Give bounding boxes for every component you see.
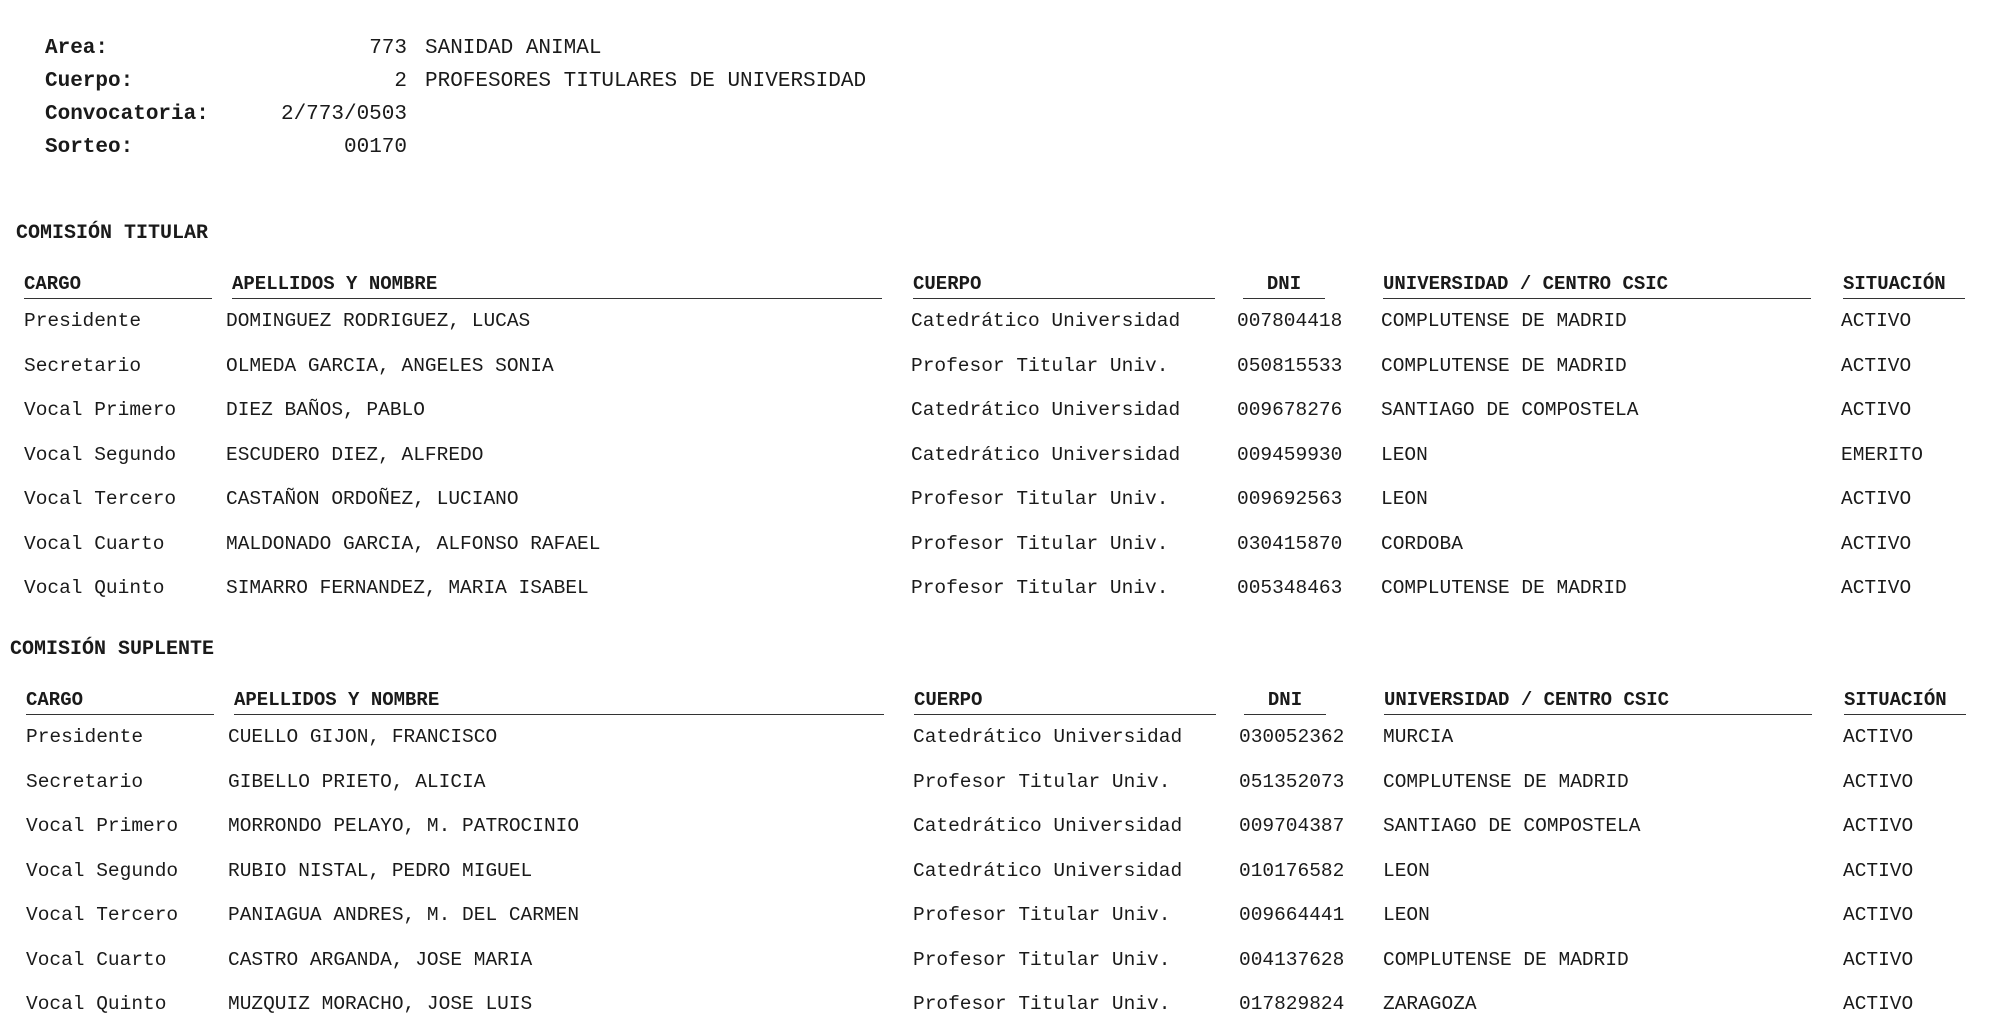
col-universidad: UNIVERSIDAD / CENTRO CSIC	[1383, 272, 1811, 299]
universidad-cell: COMPLUTENSE DE MADRID	[1381, 577, 1627, 599]
col-situacion: SITUACIÓN	[1844, 688, 1966, 715]
table-row	[0, 398, 2000, 442]
nombre-cell: PANIAGUA ANDRES, M. DEL CARMEN	[228, 904, 580, 926]
col-dni: DNI	[1244, 688, 1326, 715]
universidad-cell: COMPLUTENSE DE MADRID	[1383, 948, 1629, 971]
universidad-cell: LEON	[1381, 443, 1428, 466]
area-name: SANIDAD ANIMAL	[425, 37, 602, 60]
universidad-cell: COMPLUTENSE DE MADRID	[1381, 310, 1627, 332]
situacion-cell: ACTIVO	[1841, 310, 1912, 332]
sorteo-value: 00170	[343, 136, 407, 159]
cargo-cell: Vocal Primero	[24, 399, 177, 421]
universidad-cell: CORDOBA	[1381, 532, 1463, 555]
cargo-cell: Vocal Primero	[26, 815, 179, 837]
universidad-cell: MURCIA	[1383, 726, 1454, 748]
suplente-section-title: COMISIÓN SUPLENTE	[10, 638, 215, 661]
universidad-cell: ZARAGOZA	[1383, 993, 1477, 1015]
dni-cell: 017829824	[1239, 993, 1345, 1015]
cargo-cell: Vocal Segundo	[24, 443, 177, 466]
cuerpo-code: 2	[394, 70, 407, 93]
cuerpo-cell: Profesor Titular Univ.	[913, 993, 1171, 1015]
dni-cell: 009704387	[1239, 815, 1345, 837]
cargo-cell: Secretario	[24, 354, 142, 377]
table-row	[0, 770, 2000, 814]
cuerpo-cell: Profesor Titular Univ.	[913, 770, 1171, 793]
cargo-cell: Vocal Cuarto	[24, 532, 165, 555]
dni-cell: 007804418	[1237, 310, 1343, 332]
cargo-cell: Vocal Tercero	[24, 488, 177, 510]
cargo-cell: Vocal Quinto	[26, 993, 167, 1015]
nombre-cell: RUBIO NISTAL, PEDRO MIGUEL	[228, 859, 533, 882]
dni-cell: 005348463	[1237, 577, 1343, 599]
cuerpo-cell: Profesor Titular Univ.	[911, 532, 1169, 555]
cargo-cell: Secretario	[26, 770, 144, 793]
dni-cell: 010176582	[1239, 859, 1345, 882]
situacion-cell: ACTIVO	[1843, 993, 1914, 1015]
dni-cell: 009664441	[1239, 904, 1345, 926]
table-row	[0, 725, 2000, 769]
convocatoria-value: 2/773/0503	[280, 103, 407, 126]
col-cargo: CARGO	[26, 688, 214, 715]
table-row	[0, 443, 2000, 487]
situacion-cell: ACTIVO	[1843, 859, 1914, 882]
universidad-cell: COMPLUTENSE DE MADRID	[1383, 770, 1629, 793]
universidad-cell: LEON	[1383, 904, 1430, 926]
nombre-cell: OLMEDA GARCIA, ANGELES SONIA	[226, 354, 554, 377]
cargo-cell: Vocal Tercero	[26, 904, 179, 926]
table-row	[0, 903, 2000, 947]
universidad-cell: LEON	[1383, 859, 1430, 882]
universidad-cell: LEON	[1381, 488, 1428, 510]
cuerpo-cell: Catedrático Universidad	[913, 815, 1183, 837]
situacion-cell: ACTIVO	[1841, 354, 1912, 377]
cuerpo-cell: Profesor Titular Univ.	[911, 488, 1169, 510]
situacion-cell: ACTIVO	[1843, 815, 1914, 837]
table-row	[0, 576, 2000, 620]
table-row	[0, 948, 2000, 992]
cuerpo-cell: Catedrático Universidad	[911, 399, 1181, 421]
titular-section-title: COMISIÓN TITULAR	[16, 222, 209, 245]
dni-cell: 009678276	[1237, 399, 1343, 421]
table-row	[0, 487, 2000, 531]
dni-cell: 051352073	[1239, 770, 1345, 793]
nombre-cell: CUELLO GIJON, FRANCISCO	[228, 726, 498, 748]
cargo-cell: Presidente	[26, 726, 144, 748]
col-universidad: UNIVERSIDAD / CENTRO CSIC	[1384, 688, 1812, 715]
situacion-cell: ACTIVO	[1841, 399, 1912, 421]
nombre-cell: DOMINGUEZ RODRIGUEZ, LUCAS	[226, 310, 531, 332]
nombre-cell: GIBELLO PRIETO, ALICIA	[228, 770, 486, 793]
nombre-cell: DIEZ BAÑOS, PABLO	[226, 399, 425, 421]
col-cuerpo: CUERPO	[913, 272, 1215, 299]
table-row	[0, 354, 2000, 398]
table-row	[0, 532, 2000, 576]
area-label: Area:	[45, 37, 109, 60]
cargo-cell: Vocal Segundo	[26, 859, 179, 882]
nombre-cell: SIMARRO FERNANDEZ, MARIA ISABEL	[226, 577, 589, 599]
nombre-cell: CASTRO ARGANDA, JOSE MARIA	[228, 948, 533, 971]
sorteo-label: Sorteo:	[45, 136, 134, 159]
cuerpo-cell: Catedrático Universidad	[911, 310, 1181, 332]
situacion-cell: ACTIVO	[1841, 488, 1912, 510]
situacion-cell: ACTIVO	[1843, 948, 1914, 971]
col-cargo: CARGO	[24, 272, 212, 299]
col-cuerpo: CUERPO	[914, 688, 1216, 715]
universidad-cell: SANTIAGO DE COMPOSTELA	[1381, 399, 1639, 421]
universidad-cell: SANTIAGO DE COMPOSTELA	[1383, 815, 1641, 837]
table-row	[0, 859, 2000, 903]
cargo-cell: Vocal Quinto	[24, 577, 165, 599]
cuerpo-cell: Profesor Titular Univ.	[913, 904, 1171, 926]
cargo-cell: Vocal Cuarto	[26, 948, 167, 971]
table-row	[0, 814, 2000, 858]
dni-cell: 009692563	[1237, 488, 1343, 510]
col-apellidos: APELLIDOS Y NOMBRE	[232, 272, 882, 299]
situacion-cell: ACTIVO	[1843, 726, 1914, 748]
dni-cell: 030415870	[1237, 532, 1343, 555]
situacion-cell: EMERITO	[1841, 443, 1923, 466]
nombre-cell: MUZQUIZ MORACHO, JOSE LUIS	[228, 993, 533, 1015]
nombre-cell: CASTAÑON ORDOÑEZ, LUCIANO	[226, 488, 519, 510]
cuerpo-label: Cuerpo:	[45, 70, 134, 93]
dni-cell: 004137628	[1239, 948, 1345, 971]
table-row	[0, 309, 2000, 353]
cuerpo-cell: Profesor Titular Univ.	[911, 354, 1169, 377]
situacion-cell: ACTIVO	[1841, 577, 1912, 599]
situacion-cell: ACTIVO	[1843, 770, 1914, 793]
cuerpo-cell: Catedrático Universidad	[913, 726, 1183, 748]
cuerpo-cell: Catedrático Universidad	[913, 859, 1183, 882]
nombre-cell: ESCUDERO DIEZ, ALFREDO	[226, 443, 484, 466]
cuerpo-cell: Catedrático Universidad	[911, 443, 1181, 466]
col-situacion: SITUACIÓN	[1843, 272, 1965, 299]
situacion-cell: ACTIVO	[1841, 532, 1912, 555]
col-apellidos: APELLIDOS Y NOMBRE	[234, 688, 884, 715]
dni-cell: 050815533	[1237, 354, 1343, 377]
area-code: 773	[369, 37, 407, 60]
nombre-cell: MALDONADO GARCIA, ALFONSO RAFAEL	[226, 532, 601, 555]
col-dni: DNI	[1243, 272, 1325, 299]
cargo-cell: Presidente	[24, 310, 142, 332]
dni-cell: 009459930	[1237, 443, 1343, 466]
situacion-cell: ACTIVO	[1843, 904, 1914, 926]
universidad-cell: COMPLUTENSE DE MADRID	[1381, 354, 1627, 377]
cuerpo-cell: Profesor Titular Univ.	[913, 948, 1171, 971]
dni-cell: 030052362	[1239, 726, 1345, 748]
nombre-cell: MORRONDO PELAYO, M. PATROCINIO	[228, 815, 580, 837]
table-row	[0, 992, 2000, 1036]
cuerpo-cell: Profesor Titular Univ.	[911, 577, 1169, 599]
cuerpo-name: PROFESORES TITULARES DE UNIVERSIDAD	[425, 70, 867, 93]
convocatoria-label: Convocatoria:	[45, 103, 209, 126]
